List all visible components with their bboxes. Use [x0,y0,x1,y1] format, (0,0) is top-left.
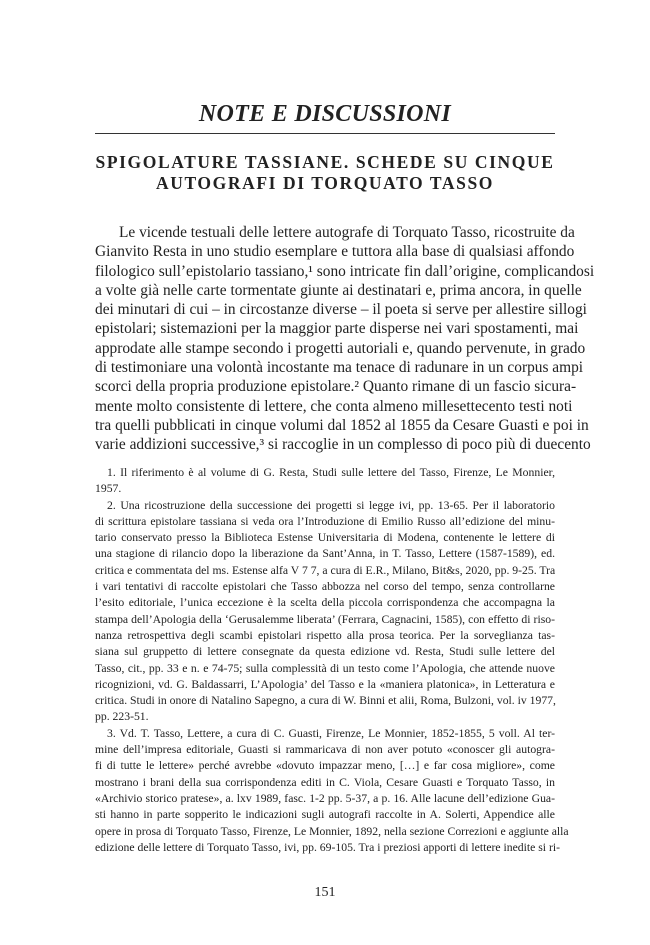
footnote-line: i vari tentativi di raccolte epistolari che Tasso abbozza nel corso del tempo, senza controllarne [95,580,555,594]
footnote-line: opere in prosa di Torquato Tasso, Firenze, Le Monnier, 1892, nella sezione Correzioni e aggiunte alla [95,824,569,838]
footnote-line: stampa dell’Apologia della ‘Gerusalemme liberata’ (Ferrara, Cagnacini, 1585), con effetto di riso- [95,612,555,626]
footnotes [95,465,569,856]
article-title [80,152,570,194]
body-line: tra quelli pubblicati in cinque volumi dal 1852 al 1855 da Cesare Guasti e poi in [95,416,589,434]
footnote-line: 3. Vd. T. Tasso, Lettere, a cura di C. Guasti, Firenze, Le Monnier, 1852-1855, 5 voll. Al ter- [107,726,555,740]
footnote-line: mostrano i brani della sua corrispondenza editi in C. Viola, Cesare Guasti e Torquato Tasso, in [95,775,555,789]
footnote-line: nanza retrospettiva degli scambi epistolari rispetto alla prosa teorica. Per la sorveglianza tas- [95,628,555,642]
body-line: Gianvito Resta in uno studio esemplare e tuttora alla base di qualsiasi affondo [95,243,575,261]
footnote-line: 1. Il riferimento è al volume di G. Resta, Studi sulle lettere del Tasso, Firenze, Le Monnier, [107,466,555,479]
body-paragraph [95,223,595,455]
body-line: dei minutari di cui – in circostanze diverse – il poeta si serve per allestire sillogi [95,301,587,319]
body-line: approdate alle stampe secondo i progetti autoriali e, quando pervenute, in grado [95,339,586,357]
footnote-line: sti hanno in parte sopperito le indicazioni sugli autografi raccolte in A. Solerti, Appendice alle [95,808,555,822]
body-line: filologico sull’epistolario tassiano,¹ sono intricate fin dall’origine, complicandosi [95,262,595,280]
footnote-line: ricognizioni, vd. G. Baldassarri, L’Apologia’ del Tasso e la «maniera platonica», in Letteratura e [95,677,555,691]
body-line: a volte già nelle carte tormentate giunte ai destinatari e, prima ancora, in quelle [95,281,582,299]
title-rule [95,133,555,134]
footnote-line: una stagione di rilancio dopo la liberazione da Sant’Anna, in T. Tasso, Lettere (1587-1589), ed. [95,547,555,561]
body-line: epistolari; sistemazioni per la maggior parte disperse nei vari spostamenti, mai [95,320,579,338]
article-title-line: SPIGOLATURE TASSIANE. SCHEDE SU CINQUE [95,152,555,172]
footnote-line: critica. Studi in onore di Natalino Sapegno, a cura di W. Binni et alii, Roma, Bulzoni, vol. iv 1977, [95,694,556,708]
body-line: Le vicende testuali delle lettere autografe di Torquato Tasso, ricostruite da [119,224,575,241]
footnote-line: siana sul gruppetto di lettere consegnate da questa edizione vd. Resta, Studi sulle lettere del [95,645,555,659]
footnote-line: tario conservato presso la Biblioteca Estense Universitaria di Modena, contenente le lettere di [95,531,555,545]
footnote-line: di scrittura epistolare tassiana si veda ora l’Introduzione di Emilio Russo all’edizione del minu- [95,514,555,528]
footnote-line: Tasso, cit., pp. 33 e n. e 74-75; sulla complessità di un testo come l’Apologia, che attende nuove [95,661,555,675]
section-title: NOTE E DISCUSSIONI [198,101,452,127]
footnote-line: critica e commentata del ms. Estense alfa V 7 7, a cura di E.R., Milano, Bit&s, 2020, pp. 9-25. Tra [95,563,556,577]
footnote-line: edizione delle lettere di Torquato Tasso, ivi, pp. 69-105. Tra i preziosi apporti di lettere inedite si ri- [95,840,560,854]
footnote-line: pp. 223-51. [95,710,149,724]
footnote-line: 1957. [95,482,122,496]
article-title-line: AUTOGRAFI DI TORQUATO TASSO [155,173,495,193]
footnote-line: «Archivio storico pratese», a. lxv 1989, fasc. 1-2 pp. 5-37, a p. 16. Alle lacune dell’edizione Gua- [95,791,555,805]
body-line: mente molto consistente di lettere, che conta almeno millesettecento testi noti [95,397,573,415]
footnote-line: fi di tutte le lettere» perché avrebbe «dovuto impazzar meno, […] e far cosa migliore», come [95,759,555,773]
page-number: 151 [314,885,336,900]
body-line: varie addizioni successive,³ si raccoglie in un complesso di poco più di duecento [95,436,591,454]
footnote-line: l’esito editoriale, l’unica eccezione è la scelta della piccola corrispondenza che accompagna la [95,596,555,610]
footnote-line: 2. Una ricostruzione della successione dei progetti si legge ivi, pp. 13-65. Per il laboratorio [107,498,555,512]
body-line: scorci della propria produzione epistolare.² Quanto rimane di un fascio sicura- [95,378,577,396]
body-line: di testimoniare una volontà incostante ma tenace di radunare in un corpus ampi [95,359,584,377]
footnote-line: mine dell’impresa editoriale, Guasti si rammaricava di non aver potuto «conoscer gli autogra- [95,743,555,757]
